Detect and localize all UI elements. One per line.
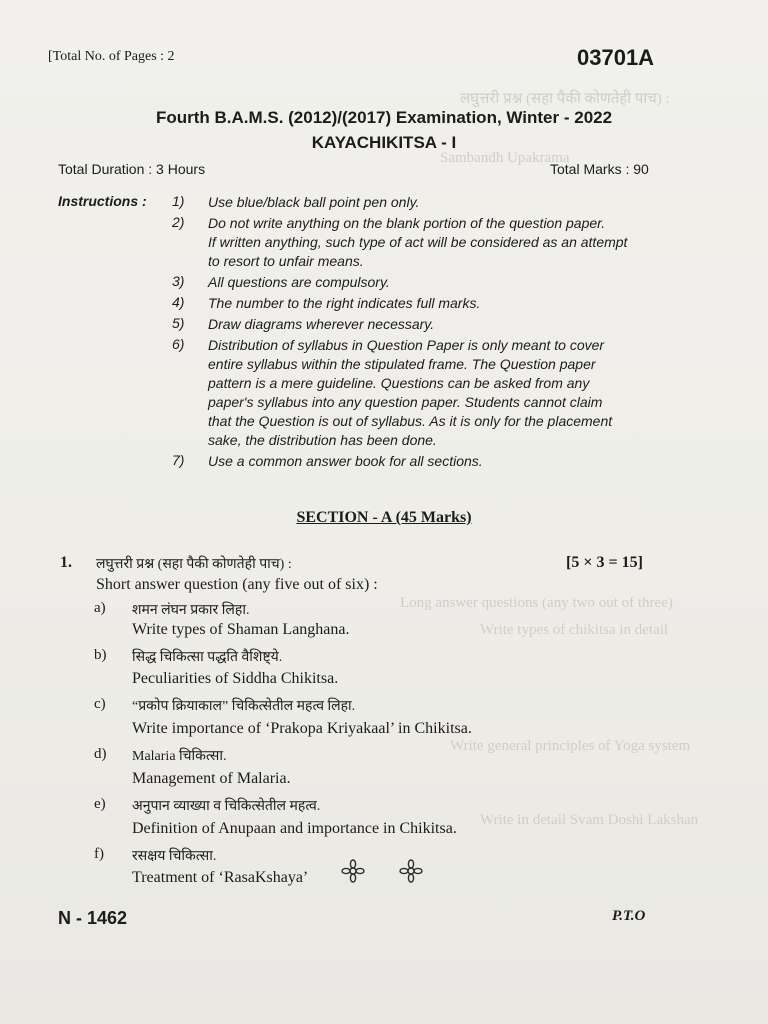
instruction-text: Use a common answer book for all sections. [208, 453, 483, 469]
sub-question-hindi: Malaria चिकित्सा. [132, 749, 227, 764]
instruction-text: Draw diagrams wherever necessary. [208, 316, 435, 332]
sub-question-letter: e) [94, 796, 106, 812]
subject-title: KAYACHIKITSA - I [311, 133, 457, 152]
paper-code: 03701A [577, 45, 655, 70]
sub-question-english: Management of Malaria. [132, 770, 291, 787]
sub-question-english: Write types of Shaman Langhana. [132, 621, 350, 638]
instruction-number: 3) [172, 273, 185, 289]
sub-question-english: Peculiarities of Siddha Chikitsa. [132, 670, 339, 687]
instruction-text: to resort to unfair means. [208, 253, 364, 269]
question-english: Short answer question (any five out of six) : [96, 576, 378, 593]
instruction-text: paper's syllabus into any question paper. Students cannot claim [208, 394, 603, 410]
show-through-text: लघुत्तरी प्रश्न (सहा पैकी कोणतेही पाच) : [460, 91, 670, 107]
question-hindi: लघुत्तरी प्रश्न (सहा पैकी कोणतेही पाच) : [96, 557, 292, 572]
instruction-text: Do not write anything on the blank portion of the question paper. [208, 215, 606, 231]
sub-question-english: Treatment of ‘RasaKshaya’ [132, 869, 309, 886]
instruction-text: The number to the right indicates full marks. [208, 295, 481, 311]
sub-question-letter: a) [94, 600, 106, 616]
sub-question-hindi: शमन लंघन प्रकार लिहा. [132, 603, 250, 618]
question-number: 1. [60, 554, 72, 571]
instruction-number: 6) [172, 336, 185, 352]
total-marks: Total Marks : 90 [550, 161, 649, 177]
instruction-text: If written anything, such type of act will be considered as an attempt [208, 234, 628, 250]
footer-paper-code: N - 1462 [58, 908, 128, 928]
page-turn-over-label: P.T.O [612, 908, 646, 924]
show-through-text: Write in detail Svam Doshi Lakshan [480, 812, 699, 828]
sub-question-hindi: रसक्षय चिकित्सा. [132, 849, 217, 864]
instruction-number: 5) [172, 315, 185, 331]
sub-question-hindi: अनुपान व्याख्या व चिकित्सेतील महत्व. [132, 799, 321, 814]
sub-question-english: Definition of Anupaan and importance in Chikitsa. [132, 820, 457, 837]
sub-question-letter: b) [94, 647, 107, 663]
sub-question-hindi: सिद्ध चिकित्सा पद्धति वैशिष्ट्ये. [132, 650, 283, 665]
instruction-text: Use blue/black ball point pen only. [208, 194, 420, 210]
instruction-number: 2) [172, 214, 185, 230]
total-duration: Total Duration : 3 Hours [58, 161, 206, 177]
total-pages-label: [Total No. of Pages : 2 [48, 49, 175, 64]
instruction-text: sake, the distribution has been done. [208, 432, 437, 448]
question-marks: [5 × 3 = 15] [566, 554, 643, 571]
instruction-number: 4) [172, 294, 185, 310]
flower-ornament-icon [398, 858, 424, 884]
sub-question-english: Write importance of ‘Prakopa Kriyakaal’ in Chikitsa. [132, 720, 472, 737]
sub-question-letter: c) [94, 696, 106, 712]
instruction-number: 1) [172, 193, 185, 209]
sub-question-letter: f) [94, 846, 104, 862]
instruction-text: All questions are compulsory. [208, 274, 390, 290]
instruction-number: 7) [172, 452, 185, 468]
show-through-text: Write types of chikitsa in detail [480, 622, 669, 638]
instruction-text: that the Question is out of syllabus. As it is only for the placement [208, 413, 613, 429]
section-heading: SECTION - A (45 Marks) [296, 509, 472, 526]
instruction-text: Distribution of syllabus in Question Paper is only meant to cover [208, 337, 605, 353]
instruction-text: entire syllabus within the stipulated frame. The Question paper [208, 356, 596, 372]
show-through-text: Long answer questions (any two out of three) [400, 595, 673, 611]
sub-question-letter: d) [94, 746, 107, 762]
exam-title: Fourth B.A.M.S. (2012)/(2017) Examination, Winter - 2022 [155, 108, 613, 127]
show-through-text: Write general principles of Yoga system [450, 738, 691, 754]
flower-ornament-icon [340, 858, 366, 884]
instructions-heading: Instructions : [58, 193, 147, 209]
sub-question-hindi: “प्रकोप क्रियाकाल” चिकित्सेतील महत्व लिहा. [132, 699, 356, 714]
instruction-text: pattern is a mere guideline. Questions can be asked from any [208, 375, 590, 391]
show-through-text: Sambandh Upakrama [440, 150, 570, 166]
